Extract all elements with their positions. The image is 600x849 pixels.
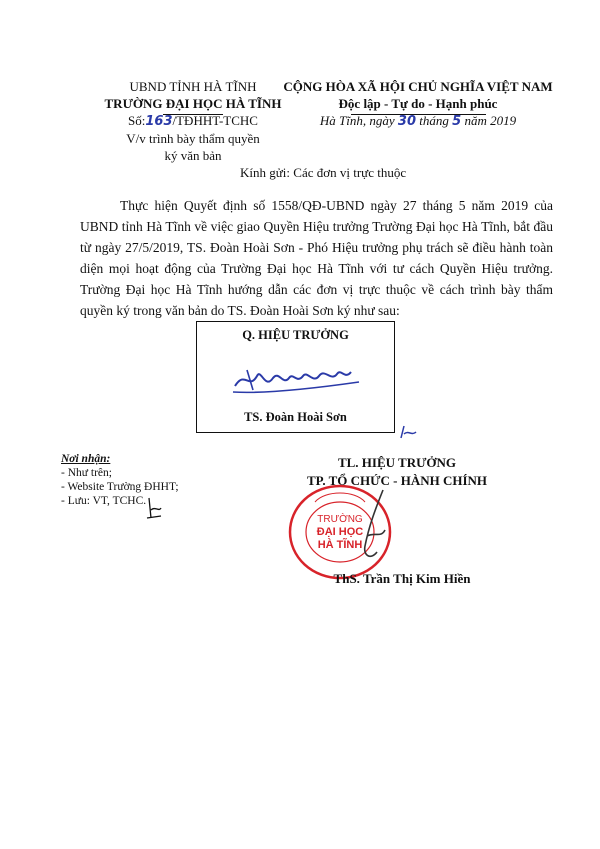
stamp-center-line-3: HÀ TĨNH xyxy=(317,539,363,551)
date-mid: tháng xyxy=(419,113,449,128)
signer-name: ThS. Trần Thị Kim Hiền xyxy=(333,571,471,586)
recipient-item: - Website Trường ĐHHT; xyxy=(61,481,179,493)
school-name: TRƯỜNG ĐẠI HỌC HÀ TĨNH xyxy=(104,96,282,111)
handwritten-number: 163 xyxy=(145,114,173,129)
date-prefix: Hà Tĩnh, ngày xyxy=(319,113,395,128)
subject-line-2: ký văn bản xyxy=(164,148,222,163)
national-motto: Độc lập - Tự do - Hạnh phúc xyxy=(338,96,498,111)
signatory-line-2: TP. TỔ CHỨC - HÀNH CHÍNH xyxy=(306,473,488,488)
handwritten-signature-icon xyxy=(227,350,367,400)
date-suffix: năm 2019 xyxy=(464,113,517,128)
salutation: Kính gửi: Các đơn vị trực thuộc xyxy=(240,165,407,180)
stamp-center-line-2: ĐẠI HỌC xyxy=(316,526,364,538)
agency-name: UBND TỈNH HÀ TĨNH xyxy=(129,79,257,94)
handwritten-month: 5 xyxy=(452,114,462,129)
stamp-center-line-1: TRƯỜNG xyxy=(317,514,363,525)
school-underline xyxy=(163,114,223,115)
stamp-signature-icon xyxy=(355,486,395,576)
signature-box-name: TS. Đoàn Hoài Sơn xyxy=(244,410,347,424)
recipient-item: - Lưu: VT, TCHC. xyxy=(61,495,147,507)
recipients-header: Nơi nhận: xyxy=(61,453,111,465)
subject-line-1: V/v trình bày thẩm quyền xyxy=(126,131,260,146)
signature-sample-box xyxy=(196,321,395,433)
handwritten-day: 30 xyxy=(397,114,417,129)
number-suffix: /TĐHHT-TCHC xyxy=(172,113,258,128)
signatory-line-1: TL. HIỆU TRƯỞNG xyxy=(337,455,457,470)
signature-box-title: Q. HIỆU TRƯỞNG xyxy=(242,328,349,342)
motto-underline xyxy=(351,114,486,115)
recipient-initial-icon xyxy=(143,496,165,522)
body-paragraph: Thực hiện Quyết định số 1558/QĐ-UBND ngày 27 tháng 5 năm 2019 của UBND tỉnh Hà Tĩnh về việc giao Quyền Hiệu trưởng Trường Đại học Hà Tĩnh, bắt đầu từ ngày 27/5/2019, TS. Đoàn Hoài Sơn - Phó Hiệu trưởng phụ trách sẽ điều hành toàn diện mọi hoạt động của Trường Đại học Hà Tĩnh với tư cách Quyền Hiệu trưởng. Trường Đại học Hà Tĩnh hướng dẫn các đơn vị trực thuộc về cách trình bày thẩm quyền ký trong văn bản do TS. Đoàn Hoài Sơn ký như sau: xyxy=(80,198,553,318)
national-header xyxy=(268,78,568,130)
recipient-item: - Như trên; xyxy=(61,467,112,479)
country-name: CỘNG HÒA XÃ HỘI CHỦ NGHĨA VIỆT NAM xyxy=(283,79,553,94)
number-prefix: Số: xyxy=(128,113,146,128)
initial-mark-icon xyxy=(398,424,420,442)
